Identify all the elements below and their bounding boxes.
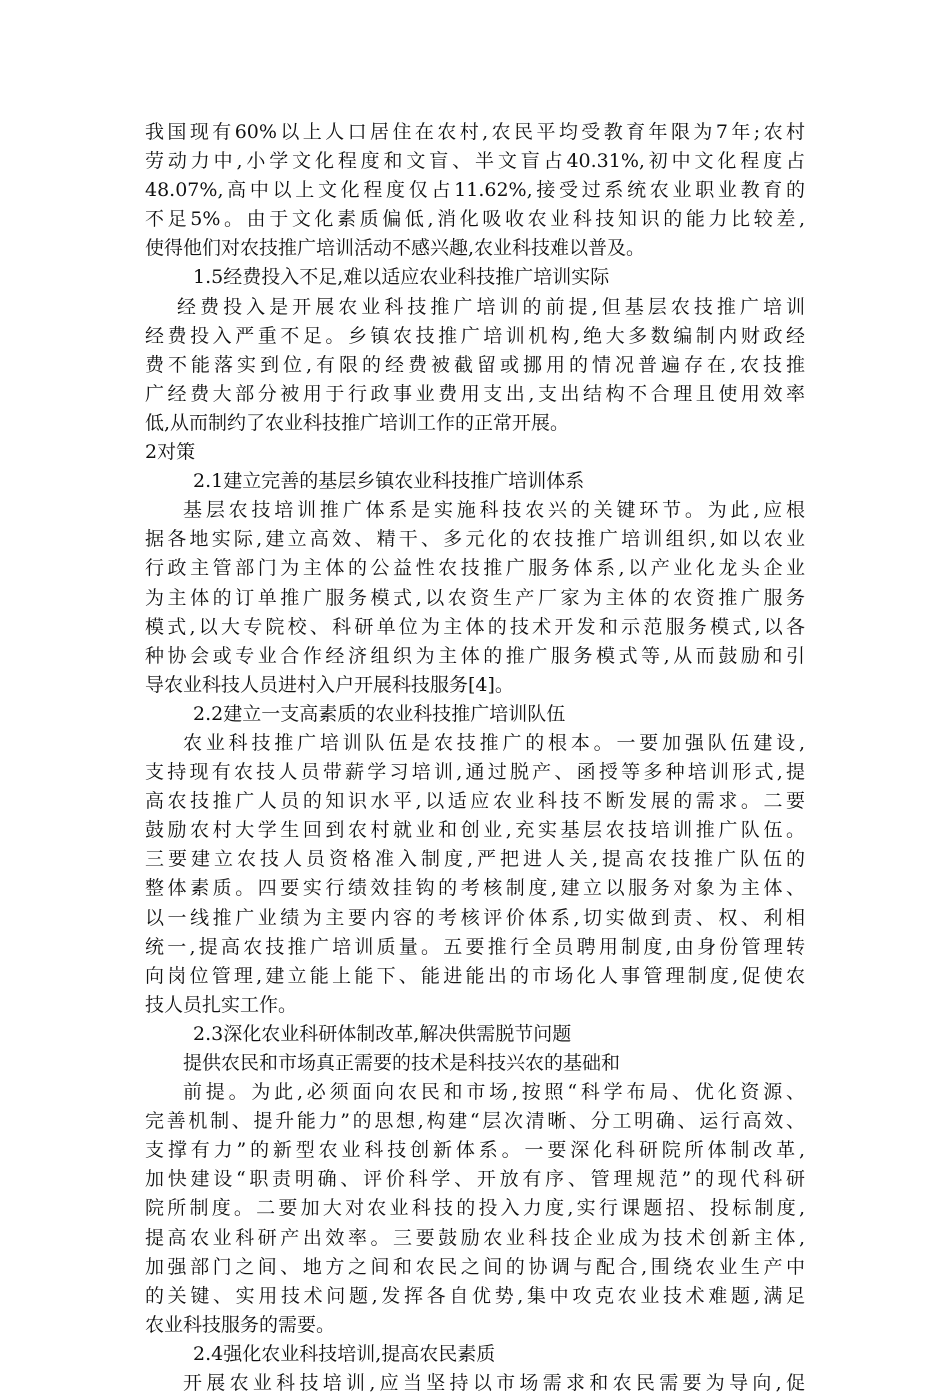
text-line: 三要建立农技人员资格准入制度,严把进人关,提高农技推广队伍的: [145, 848, 805, 871]
text-line: 导农业科技人员进村入户开展科技服务[4]。: [145, 673, 514, 696]
text-line: 鼓励农村大学生回到农村就业和创业,充实基层农技培训推广队伍。: [145, 819, 805, 842]
text-line: 基层农技培训推广体系是实施科技农兴的关键环节。为此,应根: [183, 499, 805, 522]
text-line: 经费投入严重不足。乡镇农技推广培训机构,绝大多数编制内财政经: [145, 324, 805, 347]
text-line: 行政主管部门为主体的公益性农技推广服务体系,以产业化龙头企业: [145, 557, 805, 580]
text-line: 前提。为此,必须面向农民和市场,按照“科学布局、优化资源、: [183, 1081, 805, 1104]
text-line: 2.3深化农业科研体制改革,解决供需脱节问题: [193, 1022, 572, 1045]
text-line: 统一,提高农技推广培训质量。五要推行全员聘用制度,由身份管理转: [145, 935, 805, 958]
text-line: 加强部门之间、地方之间和农民之间的协调与配合,围绕农业生产中: [145, 1255, 805, 1278]
text-line: 使得他们对农技推广培训活动不感兴趣,农业科技难以普及。: [145, 237, 646, 260]
text-line: 费不能落实到位,有限的经费被截留或挪用的情况普遍存在,农技推: [145, 353, 805, 376]
text-line: 院所制度。二要加大对农业科技的投入力度,实行课题招、投标制度,: [145, 1197, 805, 1220]
text-line: 低,从而制约了农业科技推广培训工作的正常开展。: [145, 411, 570, 434]
text-line: 种协会或专业合作经济组织为主体的推广服务模式等,从而鼓励和引: [145, 644, 805, 667]
text-line: 向岗位管理,建立能上能下、能进能出的市场化人事管理制度,促使农: [145, 964, 805, 987]
text-line: 2对策: [145, 441, 196, 464]
text-line: 农业科技推广培训队伍是农技推广的根本。一要加强队伍建设,: [183, 731, 805, 754]
text-line: 2.4强化农业科技培训,提高农民素质: [193, 1342, 496, 1365]
text-line: 模式,以大专院校、科研单位为主体的技术开发和示范服务模式,以各: [145, 615, 805, 638]
text-line: 加快建设“职责明确、评价科学、开放有序、管理规范”的现代科研: [145, 1168, 805, 1191]
text-line: 高农技推广人员的知识水平,以适应农业科技不断发展的需求。二要: [145, 790, 805, 813]
text-line: 支持现有农技人员带薪学习培训,通过脱产、函授等多种培训形式,提: [145, 761, 805, 784]
text-line: 开展农业科技培训,应当坚持以市场需求和农民需要为导向,促: [183, 1372, 805, 1395]
text-line: 的关键、实用技术问题,发挥各自优势,集中攻克农业技术难题,满足: [145, 1284, 805, 1307]
text-line: 我国现有60%以上人口居住在农村,农民平均受教育年限为7年;农村: [145, 121, 805, 143]
text-line: 支撑有力”的新型农业科技创新体系。一要深化科研院所体制改革,: [145, 1139, 805, 1162]
text-line: 以一线推广业绩为主要内容的考核评价体系,切实做到责、权、利相: [145, 906, 805, 929]
text-line: 48.07%,高中以上文化程度仅占11.62%,接受过系统农业职业教育的: [145, 179, 805, 202]
text-line: 据各地实际,建立高效、精干、多元化的农技推广培训组织,如以农业: [145, 528, 805, 551]
text-line: 完善机制、提升能力”的思想,构建“层次清晰、分工明确、运行高效、: [145, 1110, 805, 1133]
text-line: 不足5%。由于文化素质偏低,消化吸收农业科技知识的能力比较差,: [145, 208, 805, 231]
document-page: [145, 118, 805, 1398]
text-line: 整体素质。四要实行绩效挂钩的考核制度,建立以服务对象为主体、: [145, 877, 805, 900]
text-line: 技人员扎实工作。: [145, 993, 298, 1016]
text-line: 1.5经费投入不足,难以适应农业科技推广培训实际: [193, 266, 610, 289]
text-line: 经费投入是开展农业科技推广培训的前提,但基层农技推广培训: [177, 295, 805, 318]
text-line: 为主体的订单推广服务模式,以农资生产厂家为主体的农资推广服务: [145, 586, 805, 609]
text-line: 提高农业科研产出效率。三要鼓励农业科技企业成为技术创新主体,: [145, 1226, 805, 1249]
text-line: 2.1建立完善的基层乡镇农业科技推广培训体系: [193, 470, 585, 493]
text-line: 提供农民和市场真正需要的技术是科技兴农的基础和: [183, 1052, 621, 1074]
text-line: 劳动力中,小学文化程度和文盲、半文盲占40.31%,初中文化程度占: [145, 150, 805, 173]
text-line: 农业科技服务的需要。: [145, 1313, 336, 1336]
text-line: 广经费大部分被用于行政事业费用支出,支出结构不合理且使用效率: [145, 382, 805, 405]
text-line: 2.2建立一支高素质的农业科技推广培训队伍: [193, 702, 566, 725]
